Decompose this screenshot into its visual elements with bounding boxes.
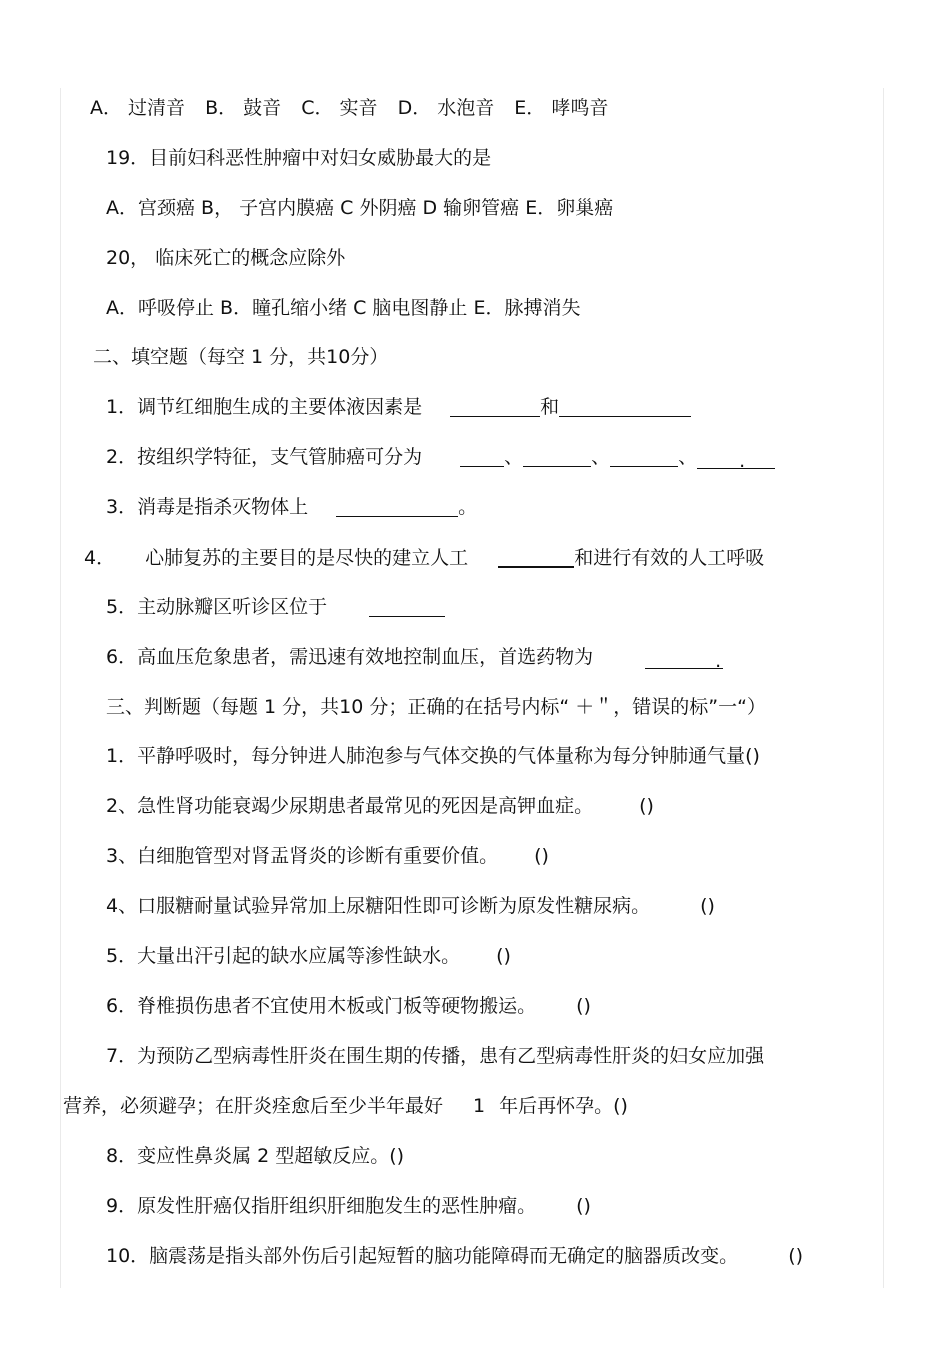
judge-item-9-text: 9．原发性肝癌仅指肝组织肝细胞发生的恶性肿瘤。 bbox=[106, 1195, 537, 1217]
q18-options bbox=[90, 95, 608, 121]
fill-item-4-after: 和进行有效的人工呼吸 bbox=[574, 547, 765, 569]
fill-item-4 bbox=[84, 545, 764, 571]
answer-bracket[interactable]: () bbox=[613, 1095, 628, 1117]
judge-item-2-text: 2、急性肾功能衰竭少尿期患者最常见的死因是高钾血症。 bbox=[106, 795, 594, 817]
fill-item-6 bbox=[106, 644, 723, 670]
answer-bracket[interactable]: () bbox=[745, 745, 760, 767]
fill-item-4-num: 4． bbox=[84, 547, 116, 569]
fill-end-dot: . bbox=[715, 650, 722, 672]
judge-item-8 bbox=[106, 1143, 404, 1169]
judge-item-3-text: 3、白细胞管型对肾盂肾炎的诊断有重要价值。 bbox=[106, 845, 499, 867]
judge-item-2 bbox=[106, 793, 654, 819]
fill-blank[interactable] bbox=[369, 596, 445, 617]
q20-stem: 20， 临床死亡的概念应除外 bbox=[106, 247, 346, 269]
judge-item-4 bbox=[106, 893, 715, 919]
q19-stem: 19．目前妇科恶性肿瘤中对妇女威胁最大的是 bbox=[106, 147, 492, 169]
judge-item-8-text: 8．变应性鼻炎属 2 型超敏反应。 bbox=[106, 1145, 390, 1167]
judge-item-7-line1: 7．为预防乙型病毒性肝炎在围生期的传播，患有乙型病毒性肝炎的妇女应加强 bbox=[106, 1045, 765, 1067]
judge-item-3 bbox=[106, 843, 549, 869]
fill-blank[interactable] bbox=[645, 648, 723, 672]
judge-item-1-text: 1．平静呼吸时，每分钟进人肺泡参与气体交换的气体量称为每分钟肺通气量 bbox=[106, 745, 746, 767]
fill-blank[interactable] bbox=[523, 446, 591, 467]
fill-blank[interactable] bbox=[460, 446, 504, 467]
answer-bracket[interactable]: () bbox=[576, 1195, 591, 1217]
fill-item-1 bbox=[106, 394, 691, 420]
fill-item-1-text: 1．调节红细胞生成的主要体液因素是 bbox=[106, 396, 423, 418]
fill-sep: 、 bbox=[678, 446, 698, 468]
fill-item-5-text: 5．主动脉瓣区听诊区位于 bbox=[106, 596, 328, 618]
judge-item-5 bbox=[106, 943, 511, 969]
fill-blank[interactable] bbox=[559, 396, 691, 417]
q19-options: A．宫颈癌 B， 子宫内膜癌 C 外阴癌 D 输卵管癌 E．卵巢癌 bbox=[106, 197, 614, 219]
fill-item-4-text: 心肺复苏的主要目的是尽快的建立人工 bbox=[145, 547, 469, 569]
judge-item-6 bbox=[106, 993, 591, 1019]
answer-bracket[interactable]: () bbox=[788, 1245, 804, 1267]
judge-item-7-text3: 年后再怀孕。 bbox=[499, 1095, 614, 1117]
fill-blank[interactable] bbox=[336, 496, 458, 517]
judge-item-7-text2: 营养，必须避孕；在肝炎痊愈后至少半年最好 bbox=[63, 1095, 444, 1117]
judge-item-7-line2 bbox=[63, 1093, 628, 1119]
judge-item-6-text: 6．脊椎损伤患者不宜使用木板或门板等硬物搬运。 bbox=[106, 995, 537, 1017]
fill-blank[interactable] bbox=[450, 396, 540, 417]
judge-item-10-text: 10．脑震荡是指头部外伤后引起短暂的脑功能障碍而无确定的脑器质改变。 bbox=[106, 1245, 739, 1267]
section3-heading: 三、判断题（每题 1 分，共10 分；正确的在括号内标“ ＋＂，错误的标”一“） bbox=[106, 696, 766, 718]
section2-heading: 二、填空题（每空 1 分，共10分） bbox=[93, 346, 389, 368]
judge-item-5-text: 5．大量出汗引起的缺水应属等渗性缺水。 bbox=[106, 945, 461, 967]
fill-blank[interactable] bbox=[610, 446, 678, 467]
judge-item-10 bbox=[106, 1243, 803, 1269]
answer-bracket[interactable]: () bbox=[639, 795, 654, 817]
fill-sep: 、 bbox=[591, 446, 611, 468]
judge-item-9 bbox=[106, 1193, 591, 1219]
answer-bracket[interactable]: () bbox=[576, 995, 591, 1017]
fill-item-1-between: 和 bbox=[540, 396, 560, 418]
judge-item-7-num: 1 bbox=[473, 1095, 486, 1117]
fill-end-dot: . bbox=[739, 450, 746, 472]
fill-item-2-text: 2．按组织学特征，支气管肺癌可分为 bbox=[106, 446, 423, 468]
fill-item-3-after: 。 bbox=[458, 496, 478, 518]
answer-bracket[interactable]: () bbox=[534, 845, 549, 867]
q18-option-b: B． 鼓音 bbox=[205, 97, 282, 119]
q20-options: A．呼吸停止 B．瞳孔缩小绪 C 脑电图静止 E．脉搏消失 bbox=[106, 297, 581, 319]
fill-item-5 bbox=[106, 594, 445, 620]
q18-option-c: C． 实音 bbox=[301, 97, 378, 119]
fill-item-2 bbox=[106, 444, 775, 470]
answer-bracket[interactable]: () bbox=[700, 895, 715, 917]
q18-option-d: D． 水泡音 bbox=[397, 97, 495, 119]
fill-item-6-text: 6．高血压危象患者，需迅速有效地控制血压，首选药物为 bbox=[106, 646, 594, 668]
q18-option-e: E． 哮鸣音 bbox=[514, 97, 609, 119]
judge-item-1 bbox=[106, 743, 760, 769]
fill-blank[interactable] bbox=[697, 448, 775, 472]
q18-option-a: A． 过清音 bbox=[90, 97, 186, 119]
fill-blank[interactable] bbox=[498, 546, 574, 568]
answer-bracket[interactable]: () bbox=[496, 945, 511, 967]
fill-item-3 bbox=[106, 494, 477, 520]
fill-item-3-text: 3．消毒是指杀灭物体上 bbox=[106, 496, 309, 518]
judge-item-4-text: 4、口服糖耐量试验异常加上尿糖阳性即可诊断为原发性糖尿病。 bbox=[106, 895, 651, 917]
answer-bracket[interactable]: () bbox=[389, 1145, 405, 1167]
fill-sep: 、 bbox=[504, 446, 524, 468]
